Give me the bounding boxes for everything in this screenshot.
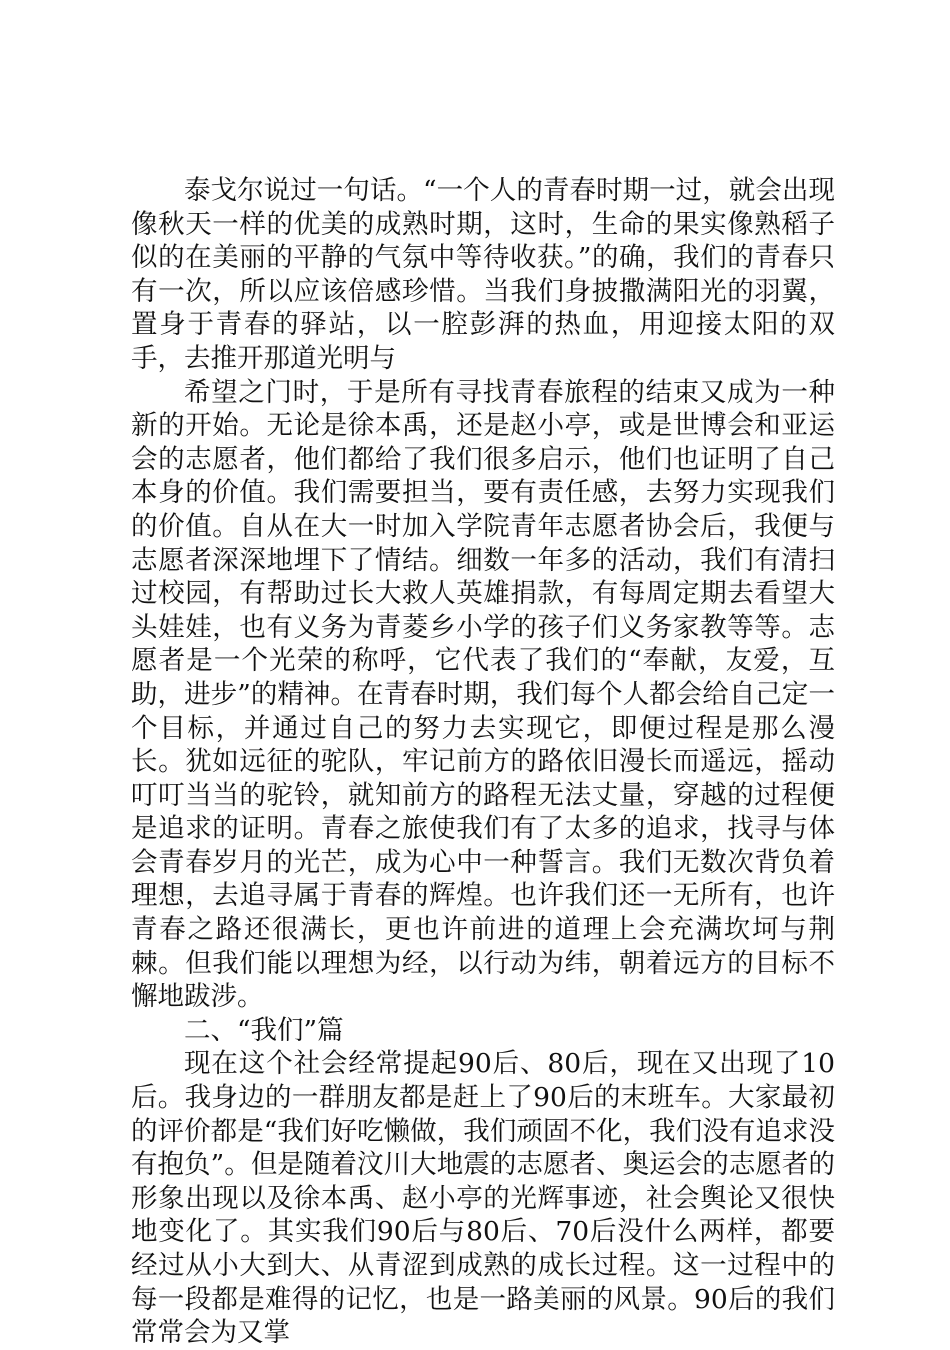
section-heading: 二、“我们”篇 xyxy=(184,1014,344,1046)
paragraph-3: 现在这个社会经常提起90后、80后，现在又出现了10后。我身边的一群朋友都是赶上了90后的末班车。大家最初的评价都是“我们好吃懒做，我们顽固不化，我们没有追求没有抱负”。但是随着汶川大地震的志愿者、奥运会的志愿者的形象出现以及徐本禹、赵小亭的光辉事迹，社会舆论又很快地变化了。其实我们90后与80后、70后没什么两样，都要经过从小大到大、从青涩到成熟的成长过程。这一过程中的每一段都是难得的记忆，也是一路美丽的风景。90后的我们常常会为又掌 xyxy=(131,1048,835,1349)
paragraph-2: 希望之门时，于是所有寻找青春旅程的结束又成为一种新的开始。无论是徐本禹，还是赵小亭，或是世博会和亚运会的志愿者，他们都给了我们很多启示，他们也证明了自己本身的价值。我们需要担当，要有责任感，去努力实现我们的价值。自从在大一时加入学院青年志愿者协会后，我便与志愿者深深地埋下了情结。细数一年多的活动，我们有清扫过校园，有帮助过长大救人英雄捐款，有每周定期去看望大头娃娃，也有义务为青菱乡小学的孩子们义务家教等等。志愿者是一个光荣的称呼，它代表了我们的“奉献，友爱，互助，进步”的精神。在青春时期，我们每个人都会给自己定一个目标，并通过自己的努力去实现它，即便过程是那么漫长。犹如远征的驼队，牢记前方的路依旧漫长而遥远，摇动叮叮当当的驼铃，就知前方的路程无法丈量，穿越的过程便是追求的证明。青春之旅使我们有了太多的追求，找寻与体会青春岁月的光芒，成为心中一种誓言。我们无数次背负着理想，去追寻属于青春的辉煌。也许我们还一无所有，也许青春之路还很满长，更也许前进的道理上会充满坎坷与荆棘。但我们能以理想为经，以行动为纬，朝着远方的目标不懈地跋涉。 xyxy=(131,376,835,1013)
paragraph-1: 泰戈尔说过一句话。“一个人的青春时期一过，就会出现像秋天一样的优美的成熟时期，这时，生命的果实像熟稻子似的在美丽的平静的气氛中等待收获。”的确，我们的青春只有一次，所以应该倍感珍惜。当我们身披撒满阳光的羽翼，置身于青春的驿站，以一腔彭湃的热血，用迎接太阳的双手，去推开那道光明与 xyxy=(131,175,835,374)
document-body xyxy=(131,174,835,1350)
